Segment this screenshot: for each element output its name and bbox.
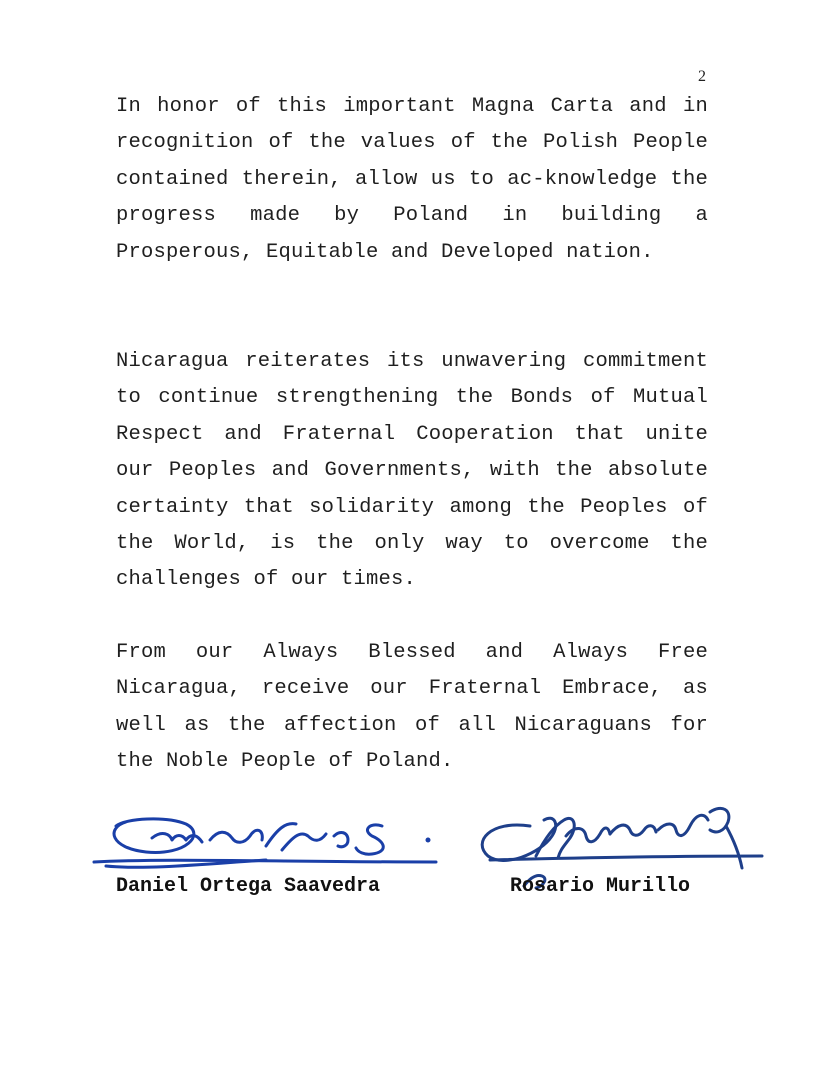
signer-name-left: Daniel Ortega Saavedra <box>116 875 381 898</box>
paragraph-embrace: From our Always Blessed and Always Free Nicaragua, receive our Fraternal Embrace, as well as the affection of all Nicaraguans for the Noble People of Poland. <box>116 641 708 774</box>
page-number: 2 <box>698 68 706 85</box>
signature-left-icon <box>86 800 446 880</box>
signer-name-right: Rosario Murillo <box>510 875 691 898</box>
paragraph-commitment: Nicaragua reiterates its unwavering commitment to continue strengthening the Bonds of Mutual Respect and Fraternal Cooperation that unite our Peoples and Governments, with the absolute certainty that solidarity among the Peoples of the World, is the only way to overcome the challenges of our times. <box>116 350 708 592</box>
paragraph-honor: In honor of this important Magna Carta and in recognition of the values of the Polish People contained therein, allow us to ac-knowledge the progress made by Poland in building a Prosperous, Equitable and Developed nation. <box>116 95 708 264</box>
